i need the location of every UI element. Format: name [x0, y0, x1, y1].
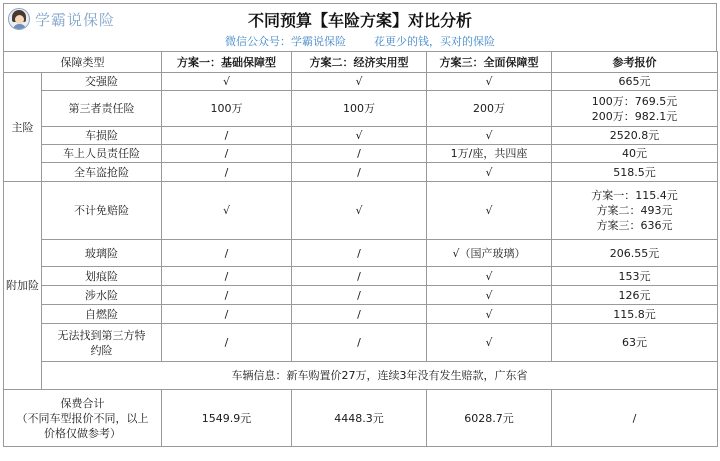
plan2-cell: √: [292, 127, 427, 145]
table-row: [4, 267, 718, 286]
plan2-cell: /: [292, 267, 427, 286]
plan3-cell: √: [427, 163, 552, 182]
plan3-cell: √（国产玻璃）: [427, 240, 552, 267]
row-item: 全车盗抢险: [42, 163, 162, 182]
row-item: [42, 324, 162, 362]
plan2-cell: /: [292, 145, 427, 163]
price-cell: 40元: [552, 145, 718, 163]
page-title: 不同预算【车险方案】对比分析: [247, 11, 472, 30]
plan3-cell: √: [427, 286, 552, 305]
plan3-cell: 1万/座，共四座: [427, 145, 552, 163]
table-row: [4, 163, 718, 182]
row-item: 自燃险: [42, 305, 162, 324]
total-plan2: 4448.3元: [292, 390, 427, 447]
plan3-cell: √: [427, 267, 552, 286]
price-line: 200万：982.1元: [591, 109, 678, 123]
price-cell: 206.55元: [552, 240, 718, 267]
plan1-cell: /: [162, 240, 292, 267]
price-cell: 126元: [552, 286, 718, 305]
table-row: [4, 145, 718, 163]
price-cell: 153元: [552, 267, 718, 286]
plan1-cell: √: [162, 182, 292, 240]
plan3-cell: 200万: [427, 91, 552, 127]
price-line: 100万：769.5元: [591, 94, 678, 108]
row-item-line: 无法找到第三方特: [57, 328, 146, 342]
plan3-cell: √: [427, 73, 552, 91]
plan2-cell: /: [292, 163, 427, 182]
total-row: [4, 390, 718, 447]
table-row: [4, 73, 718, 91]
price-line: 方案二：493元: [596, 204, 673, 217]
row-item: 车损险: [42, 127, 162, 145]
plan2-cell: 100万: [292, 91, 427, 127]
price-cell: 665元: [552, 73, 718, 91]
total-price: /: [552, 390, 718, 447]
vehicle-info-row: [4, 362, 718, 390]
row-item: 涉水险: [42, 286, 162, 305]
group-main: 主险: [4, 73, 42, 182]
price-cell: 2520.8元: [552, 127, 718, 145]
price-line: 方案一：115.4元: [591, 189, 678, 202]
row-item: 玻璃险: [42, 240, 162, 267]
row-item: 车上人员责任险: [42, 145, 162, 163]
total-label: [4, 390, 162, 447]
table-row: [4, 127, 718, 145]
plan1-cell: /: [162, 163, 292, 182]
plan2-cell: √: [292, 73, 427, 91]
brand-name: 学霸说保险: [35, 10, 116, 29]
total-label-line: 保费合计: [60, 396, 105, 410]
header-plan-3: 方案三：全面保障型: [427, 52, 552, 73]
table-row: [4, 91, 718, 127]
group-addon: 附加险: [4, 182, 42, 390]
plan1-cell: /: [162, 127, 292, 145]
total-plan1: 1549.9元: [162, 390, 292, 447]
plan1-cell: /: [162, 145, 292, 163]
table-row: [4, 182, 718, 240]
price-cell: 115.8元: [552, 305, 718, 324]
header-coverage-type: 保障类型: [4, 52, 162, 73]
header-reference-price: 参考报价: [552, 52, 718, 73]
plan1-cell: /: [162, 324, 292, 362]
comparison-table: [3, 51, 718, 447]
plan2-cell: /: [292, 324, 427, 362]
plan2-cell: /: [292, 305, 427, 324]
table-row: [4, 240, 718, 267]
total-label-line: 价格仅做参考）: [44, 426, 121, 440]
header-plan-1: 方案一：基础保障型: [162, 52, 292, 73]
plan2-cell: /: [292, 240, 427, 267]
header: [3, 3, 717, 51]
vehicle-info: 车辆信息：新车购置价27万，连续3年没有发生赔款，广东省: [42, 362, 718, 390]
plan1-cell: 100万: [162, 91, 292, 127]
price-cell: 518.5元: [552, 163, 718, 182]
row-item: 交强险: [42, 73, 162, 91]
price-cell: 63元: [552, 324, 718, 362]
price-cell: [552, 182, 718, 240]
plan3-cell: √: [427, 127, 552, 145]
header-plan-2: 方案二：经济实用型: [292, 52, 427, 73]
row-item: 不计免赔险: [42, 182, 162, 240]
plan2-cell: √: [292, 182, 427, 240]
row-item: 第三者责任险: [42, 91, 162, 127]
page-subtitle: 微信公众号：学霸说保险 花更少的钱，买对的保险: [225, 35, 495, 48]
row-item-line: 约险: [90, 343, 113, 357]
row-item: 划痕险: [42, 267, 162, 286]
table-row: [4, 305, 718, 324]
plan3-cell: √: [427, 182, 552, 240]
plan1-cell: /: [162, 286, 292, 305]
table-row: [4, 324, 718, 362]
total-label-line: （不同车型报价不同，以上: [16, 411, 149, 425]
plan1-cell: /: [162, 267, 292, 286]
plan1-cell: √: [162, 73, 292, 91]
plan3-cell: √: [427, 305, 552, 324]
header-row: [4, 52, 718, 73]
price-line: 方案三：636元: [596, 219, 673, 232]
total-plan3: 6028.7元: [427, 390, 552, 447]
table-row: [4, 286, 718, 305]
plan3-cell: √: [427, 324, 552, 362]
plan2-cell: /: [292, 286, 427, 305]
plan1-cell: /: [162, 305, 292, 324]
price-cell: [552, 91, 718, 127]
